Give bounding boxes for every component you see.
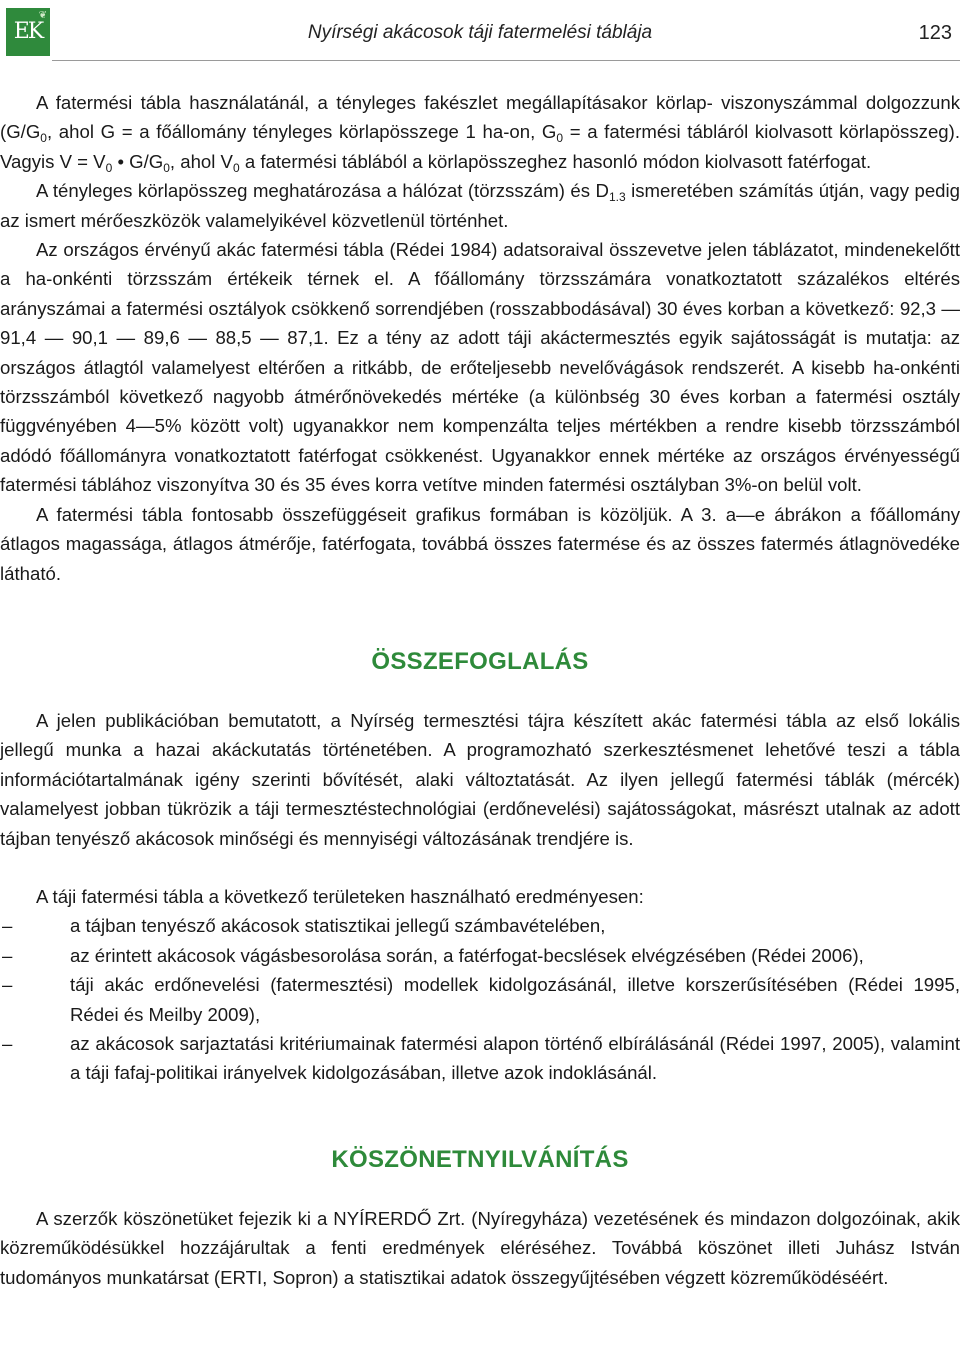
list-item: – az akácosok sarjaztatási kritériumainak fatermési alapon történő elbírálásánál (Rédei 1997, 2005), valamint a táji fafaj-politikai irányelvek kidolgozásában, illetve azok indoklásánál. xyxy=(2,1032,960,1084)
acknowledgements-heading: KÖSZÖNETNYILVÁNÍTÁS xyxy=(331,1145,629,1173)
paragraph-summary: A jelen publikációban bemutatott, a Nyírség termesztési tájra készített akác fatermési tábla az első lokális jellegű munka a hazai akáckutatás történetében. A programozható szerkesztésmenet lehetővé teszi a tábla információtartalmának igény szerinti bővítését, alaki változtatását. Az ilyen jellegű fatermési táblák (mércék) valamelyest jobban tükrözik a táji termesztéstechnológiai (erdőnevelési) sajátosságokat, másrészt utalnak az adott tájban tenyésző akácosok minőségi és mennyiségi változásának trendjére is. xyxy=(0,709,960,849)
list-item: – az érintett akácosok vágásbesorolása során, a fatérfogat-becslések elvégzésében (Rédei 2006), xyxy=(2,944,864,966)
page-header xyxy=(0,0,960,62)
logo-text: EK xyxy=(13,19,43,44)
paragraph-yield-table-usage: A fatermési tábla használatánál, a tényleges fakészlet megállapításakor körlap- viszonyszámmal dolgozzunk ($G/G_0$, ahol G = a főállomány tényleges körlapösszege 1 ha-on, $G_0 = a$ fatermési tábláról kiolvasott körlapösszeg). Vagyis $V = V_0$ • $G/G_0$, ahol $V_0$ a fatermési táblából a körlapösszeghez hasonló módon kiolvasott fatérfogat. xyxy=(0,92,960,175)
running-title: Nyírségi akácosok táji fatermelési táblája xyxy=(307,22,653,43)
paragraph-graphs: A fatermési tábla fontosabb összefüggéseit grafikus formában is közöljük. A 3. a—e ábrákon a főállomány átlagos magassága, átlagos átmérője, fatérfogata, továbbá összes fatermése és az összes fatermés átlagnövedéke látható. xyxy=(0,503,960,584)
paragraph-acknowledgements: A szerzők köszönetüket fejezik ki a NYÍRERDŐ Zrt. (Nyíregyháza) vezetésének és mindazon dolgozóinak, akik közreműködésükkel hozzájárultak a fenti eredmények eléréséhez. Továbbá köszönet illeti Juhász István tudományos munkatársat (ERTI, Sopron) a statisztikai adatok összegyűjtésében végzett közreműködéséért. xyxy=(0,1207,960,1288)
paragraph-national-comparison: Az országos érvényű akác fatermési tábla (Rédei 1984) adatsoraival összevetve jelen táblázatot, mindenekelőtt a ha-onkénti törzsszám értékeik térnek el. A főállomány törzsszámára vonatkoztatott százalékos eltérés arányszámai a fatermési osztályok csökkenő sorrendjében (rosszabbodásával) 30 éves korban a következő: 92,3 — 91,4 — 90,1 — 89,6 — 88,5 — 87,1. Ez a tény az adott táji akáctermesztés egyik sajátosságát is mutatja: az országos átlagtól valamelyest eltérően a ritkább, de erőteljesebb nevelővágások rendszerét. A kisebb ha-onkénti törzsszámból következő nagyobb átmérőnövekedés mértéke (a különbség 30 éves korban a fatermési osztály függvényében 4—5% között volt) ugyanakkor nem kompenzálta teljes mértékben a rendre kisebb törzsszámból adódó főállományra vonatkoztatott fatérfogat csökkenést. Ugyanakkor ennek mértéke az országos érvényességű fatermési táblához viszonyítva 30 és 35 éves korra vetítve minden fatermési osztályban 3%-on belül volt. xyxy=(0,239,960,496)
header-rule xyxy=(52,60,960,61)
paragraph-basal-area: A tényleges körlapösszeg meghatározása a hálózat (törzsszám) és $D_{1.3}$ ismeretében számítás útján, vagy pedig az ismert mérőeszközök valamelyikével közvetlenül történhet. xyxy=(0,180,960,231)
usage-list xyxy=(0,911,960,1087)
summary-heading: ÖSSZEFOGLALÁS xyxy=(371,647,589,675)
list-item: – a tájban tenyésző akácosok statisztikai jellegű számbavételében, xyxy=(2,915,606,937)
list-item: – táji akác erdőnevelési (fatermesztési) modellek kidolgozásánál, illetve korszerűsítésében (Rédei 1995, Rédei és Meilby 2009), xyxy=(2,974,960,1025)
page-number: 123 xyxy=(918,22,952,44)
leaf-icon: ❦ xyxy=(38,10,47,21)
article-body xyxy=(0,88,960,1292)
paragraph-usage-intro: A táji fatermési tábla a következő területeken használható eredményesen: xyxy=(36,885,644,907)
